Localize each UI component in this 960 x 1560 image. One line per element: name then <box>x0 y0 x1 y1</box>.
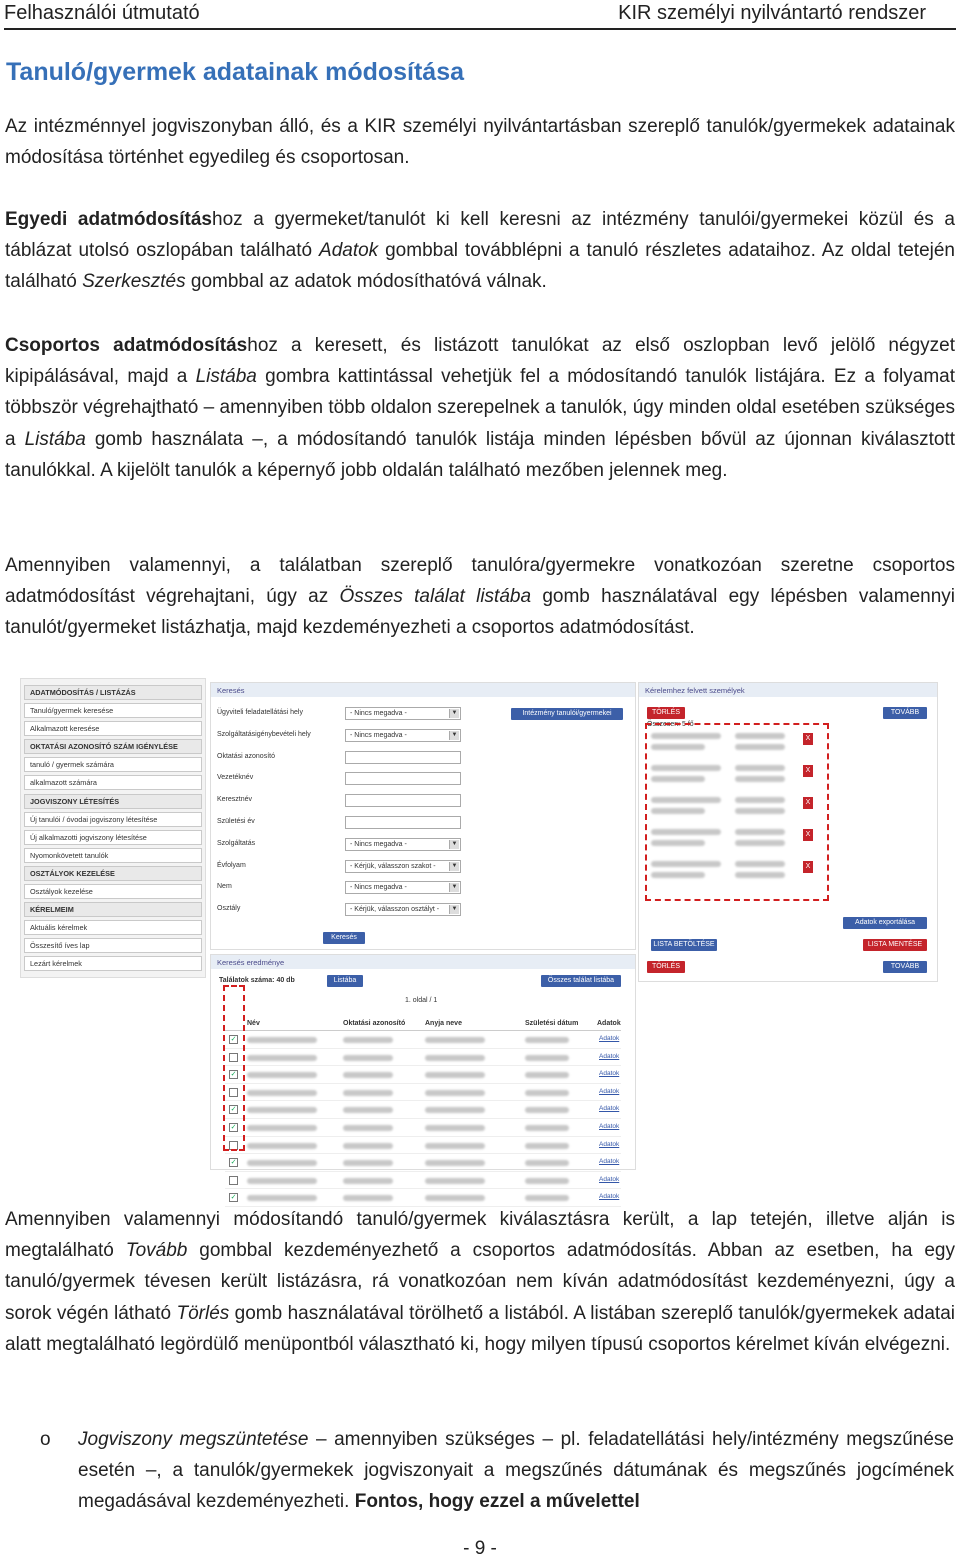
results-panel-title: Keresés eredménye <box>211 955 635 969</box>
redacted-cell <box>425 1037 485 1043</box>
redacted-cell <box>425 1055 485 1061</box>
search-field-label: Ügyviteli feladatellátási hely <box>217 709 303 716</box>
redacted-cell <box>425 1107 485 1113</box>
selected-panel-title: Kérelemhez felvett személyek <box>639 683 937 697</box>
search-select[interactable] <box>345 838 461 851</box>
data-link[interactable]: Adatok <box>599 1052 620 1060</box>
text-span: gomb használata –, a módosítandó tanulók listája minden lépésben bővül az újonnan kiválasztott tanulókkal. A kijelölt tanulók a képernyő jobb oldalán található mezőben jelennek meg. <box>5 428 955 481</box>
group-paragraph <box>5 330 955 486</box>
col-mother: Anyja neve <box>425 1020 462 1027</box>
redacted-cell <box>525 1037 569 1043</box>
italic-term: Adatok <box>319 240 379 262</box>
search-select[interactable] <box>345 881 461 894</box>
menu-item[interactable]: KÉRELMEIM <box>24 902 202 917</box>
delete-button-bottom[interactable]: TÖRLÉS <box>647 961 685 973</box>
selected-people-panel <box>638 682 938 982</box>
search-select[interactable] <box>345 860 461 873</box>
delete-button-top[interactable]: TÖRLÉS <box>647 707 685 719</box>
search-field-label: Szolgáltatás <box>217 839 256 847</box>
menu-item[interactable]: Osztályok kezelése <box>24 884 202 899</box>
italic-term: Tovább <box>125 1240 188 1262</box>
text-span: gombbal továbblépni a tanuló részletes adataihoz. Az oldal tetején található <box>5 240 955 293</box>
redacted-cell <box>525 1072 569 1078</box>
results-table <box>225 1017 621 1207</box>
redacted-cell <box>343 1107 393 1113</box>
remove-icon[interactable]: X <box>803 733 813 745</box>
data-link[interactable]: Adatok <box>599 1122 620 1130</box>
redacted-cell <box>525 1125 569 1131</box>
data-link[interactable]: Adatok <box>599 1175 620 1183</box>
redacted-cell <box>343 1160 393 1166</box>
redacted-cell <box>525 1178 569 1184</box>
table-row <box>225 1154 621 1172</box>
field-value: - Kérjük, válasszon osztályt - <box>350 906 440 914</box>
italic-term: Listába <box>195 366 257 388</box>
redacted-cell <box>425 1160 485 1166</box>
institution-students-button[interactable]: Intézmény tanulói/gyermekei <box>511 708 623 720</box>
col-birth: Születési dátum <box>525 1020 579 1027</box>
export-data-button[interactable]: Adatok exportálása <box>843 917 927 929</box>
redacted-cell <box>343 1125 393 1131</box>
results-panel <box>210 954 636 1202</box>
search-field-label: Évfolyam <box>217 861 246 869</box>
redacted-cell <box>247 1055 317 1061</box>
redacted-cell <box>525 1195 569 1201</box>
section-title: Tanuló/gyermek adatainak módosítása <box>6 58 465 86</box>
menu-item[interactable]: Nyomonkövetett tanulók <box>24 848 202 863</box>
menu-item[interactable]: tanuló / gyermek számára <box>24 757 202 772</box>
redacted-cell <box>247 1160 317 1166</box>
search-select[interactable] <box>345 903 461 916</box>
bold-term: Egyedi adatmódosítás <box>5 209 212 230</box>
data-link[interactable]: Adatok <box>599 1193 620 1201</box>
menu-item[interactable]: Lezárt kérelmek <box>24 956 202 971</box>
data-link[interactable]: Adatok <box>599 1035 620 1042</box>
chevron-down-icon[interactable]: ▼ <box>449 862 459 871</box>
data-link[interactable]: Adatok <box>599 1105 620 1113</box>
field-value: - Kérjük, válasszon szakot - <box>350 862 436 870</box>
col-id: Oktatási azonosító <box>343 1020 406 1027</box>
chevron-down-icon[interactable]: ▼ <box>449 709 459 718</box>
italic-term: Összes találat listába <box>339 586 532 608</box>
data-link[interactable]: Adatok <box>599 1087 620 1095</box>
total-count: Összesen: 5 fő <box>647 721 694 728</box>
search-field-label: Szolgáltatásigénybevételi hely <box>217 730 311 738</box>
menu-item[interactable]: OSZTÁLYOK KEZELÉSE <box>24 866 202 881</box>
individual-paragraph <box>5 204 955 298</box>
redacted-cell <box>247 1072 317 1078</box>
to-list-button[interactable]: Listába <box>327 975 363 987</box>
text-span: gombbal kezdeményezhető a csoportos adatmódosítás. Abban az esetben, ha egy tanuló/gyermek tévesen került listázásra, rá vonatkozóan nem kíván adatmódosítást kezdeményezni, úgy a sorok végén látható <box>5 1240 956 1324</box>
row-checkbox[interactable]: ✓ <box>230 1106 237 1114</box>
table-row <box>225 1031 621 1049</box>
col-data: Adatok <box>597 1020 621 1027</box>
search-input[interactable] <box>345 816 461 829</box>
table-row <box>225 1084 621 1102</box>
row-checkbox[interactable]: ✓ <box>230 1071 237 1079</box>
redacted-cell <box>425 1143 485 1149</box>
table-row <box>225 1137 621 1155</box>
redacted-cell <box>525 1160 569 1166</box>
italic-term: Törlés <box>176 1302 230 1324</box>
redacted-cell <box>425 1125 485 1131</box>
field-value: - Nincs megadva - <box>350 884 407 892</box>
row-checkbox[interactable] <box>229 1176 238 1185</box>
next-button-bottom[interactable]: TOVÁBB <box>883 961 927 973</box>
row-checkbox[interactable]: ✓ <box>230 1036 237 1043</box>
redacted-cell <box>343 1055 393 1061</box>
all-results-paragraph <box>5 550 955 644</box>
menu-item[interactable]: Alkalmazott keresése <box>24 721 202 736</box>
data-link[interactable]: Adatok <box>599 1140 620 1148</box>
chevron-down-icon[interactable]: ▼ <box>449 840 459 849</box>
redacted-cell <box>343 1195 393 1201</box>
search-field-label: Keresztnév <box>217 796 253 804</box>
field-value: - Nincs megadva - <box>350 710 407 717</box>
table-row <box>225 1172 621 1190</box>
redacted-cell <box>343 1037 393 1043</box>
row-checkbox[interactable]: ✓ <box>230 1159 237 1167</box>
search-field-label: Vezetéknév <box>217 774 254 782</box>
all-results-to-list-button[interactable]: Összes találat listába <box>541 975 621 987</box>
redacted-cell <box>425 1195 485 1201</box>
redacted-cell <box>247 1143 317 1149</box>
screenshot-figure <box>20 678 942 1202</box>
search-panel <box>210 682 636 950</box>
redacted-cell <box>247 1107 317 1113</box>
table-row <box>225 1101 621 1119</box>
checkbox-highlight <box>223 985 245 1151</box>
remove-icon[interactable]: X <box>803 797 813 809</box>
chevron-down-icon[interactable]: ▼ <box>449 883 459 892</box>
text-span: Amennyiben valamennyi módosítandó tanuló/gyermek kiválasztásra került, a lap tetején, illetve alján is megtalálható <box>5 1209 955 1262</box>
menu-item[interactable]: OKTATÁSI AZONOSÍTÓ SZÁM IGÉNYLÉSE <box>24 739 202 754</box>
load-list-button[interactable]: LISTA BETÖLTÉSE <box>651 939 717 951</box>
search-field-label: Oktatási azonosító <box>217 752 275 760</box>
search-button[interactable]: Keresés <box>323 932 365 944</box>
redacted-cell <box>525 1143 569 1149</box>
menu-item[interactable]: ADATMÓDOSÍTÁS / LISTÁZÁS <box>24 685 202 700</box>
header-right: KIR személyi nyilvántartó rendszer <box>618 2 926 24</box>
results-count: Találatok száma: 40 db <box>219 977 295 984</box>
search-select[interactable] <box>345 707 461 720</box>
selected-list-highlight <box>645 723 829 901</box>
search-input[interactable] <box>345 772 461 785</box>
redacted-cell <box>343 1143 393 1149</box>
table-row <box>225 1119 621 1137</box>
redacted-cell <box>525 1090 569 1096</box>
pager: 1. oldal / 1 <box>405 997 438 1004</box>
italic-term: Jogviszony megszüntetése <box>78 1429 309 1450</box>
field-value: - Nincs megadva - <box>350 840 407 848</box>
text-span: gombbal az adatok módosíthatóvá válnak. <box>185 271 547 293</box>
text-span: gomb használatával egy lépésben valamennyi tanulót/gyermeket listázhatja, majd kezdeményezheti a csoportos adatmódosítást. <box>5 586 955 639</box>
intro-paragraph: Az intézménnyel jogviszonyban álló, és a KIR személyi nyilvántartásban szereplő tanulók/gyermekek adatainak módosítása történhet egyedileg és csoportosan. <box>5 116 955 169</box>
text-span: gombra kattintással vehetjük fel a módosítandó tanulók listájára. Ez a folyamat többször végrehajtható – amennyiben több oldalon szerepelnek a tanulók, úgy minden oldal esetében szükséges a <box>5 366 955 450</box>
table-row <box>225 1066 621 1084</box>
table-row <box>225 1049 621 1067</box>
remove-icon[interactable]: X <box>803 861 813 873</box>
menu-item[interactable]: JOGVISZONY LÉTESÍTÉS <box>24 794 202 809</box>
next-step-paragraph <box>5 1204 955 1360</box>
text-span: – amennyiben szükséges – pl. feladatellátási hely/intézmény megszűnése esetén –, a tanulók/gyermekek jogviszonyait a megszűnés dátumának és megszűnés jogcímének megadásával kezdeményezheti. <box>78 1429 954 1513</box>
redacted-cell <box>343 1090 393 1096</box>
field-value: - Nincs megadva - <box>350 731 407 739</box>
menu-item[interactable]: Új alkalmazotti jogviszony létesítése <box>24 830 202 845</box>
menu-item[interactable]: Aktuális kérelmek <box>24 920 202 935</box>
bold-term: Fontos, hogy ezzel a művelettel <box>354 1491 640 1513</box>
menu-item[interactable]: Összesítő íves lap <box>24 938 202 953</box>
redacted-cell <box>525 1055 569 1061</box>
bold-term: Csoportos adatmódosítás <box>5 335 248 356</box>
col-name: Név <box>247 1020 260 1027</box>
text-span: gomb használatával törölhető a listából. A listában szereplő tanulók/gyermekek adatai alatt megtalálható legördülő menüpontból választható ki, hogy milyen típusú csoportos kérelmet kíván elvégezni. <box>5 1302 955 1355</box>
text-span: Amennyiben valamennyi, a találatban szereplő tanulóra/gyermekre vonatkozóan szeretne csoportos adatmódosítást végrehajtani, úgy az <box>5 555 955 608</box>
redacted-cell <box>247 1125 317 1131</box>
redacted-cell <box>425 1090 485 1096</box>
search-input[interactable] <box>345 751 461 764</box>
search-select[interactable] <box>345 729 461 742</box>
chevron-down-icon[interactable]: ▼ <box>449 905 459 914</box>
bullet-marker: o <box>40 1429 51 1450</box>
save-list-button[interactable]: LISTA MENTÉSE <box>863 939 927 951</box>
redacted-cell <box>247 1195 317 1201</box>
header-left: Felhasználói útmutató <box>4 2 200 24</box>
redacted-cell <box>247 1090 317 1096</box>
search-field-label: Osztály <box>217 905 241 913</box>
text-span: hoz a gyermeket/tanulót ki kell keresni az intézmény tanulói/gyermekei közül és a táblázat utolsó oszlopában található <box>5 209 955 262</box>
search-field-label: Nem <box>217 883 232 891</box>
remove-icon[interactable]: X <box>803 829 813 841</box>
menu-item[interactable]: alkalmazott számára <box>24 775 202 790</box>
data-link[interactable]: Adatok <box>599 1158 620 1166</box>
data-link[interactable]: Adatok <box>599 1070 620 1078</box>
redacted-cell <box>425 1072 485 1078</box>
search-field-label: Születési év <box>217 818 255 825</box>
italic-term: Listába <box>24 428 86 450</box>
chevron-down-icon[interactable]: ▼ <box>449 731 459 740</box>
redacted-cell <box>247 1178 317 1184</box>
redacted-cell <box>343 1072 393 1078</box>
redacted-cell <box>525 1107 569 1113</box>
page-header <box>4 0 956 30</box>
table-header <box>225 1017 621 1031</box>
bullet-text <box>78 1424 954 1518</box>
next-button-top[interactable]: TOVÁBB <box>883 707 927 719</box>
page-number: - 9 - <box>463 1538 497 1559</box>
menu-item[interactable]: Tanuló/gyermek keresése <box>24 703 202 718</box>
remove-icon[interactable]: X <box>803 765 813 777</box>
row-checkbox[interactable]: ✓ <box>230 1194 237 1202</box>
redacted-cell <box>343 1178 393 1184</box>
search-panel-title: Keresés <box>211 683 635 697</box>
menu-item[interactable]: Új tanulói / óvodai jogviszony létesítése <box>24 812 202 827</box>
row-checkbox[interactable]: ✓ <box>230 1123 237 1131</box>
redacted-cell <box>247 1037 317 1043</box>
redacted-cell <box>425 1178 485 1184</box>
side-menu <box>20 678 206 978</box>
italic-term: Szerkesztés <box>82 271 186 293</box>
text-span: hoz a keresett, és listázott tanulókat az első oszlopban levő jelölő négyzet kipipálásával, majd a <box>5 335 955 388</box>
search-input[interactable] <box>345 794 461 807</box>
